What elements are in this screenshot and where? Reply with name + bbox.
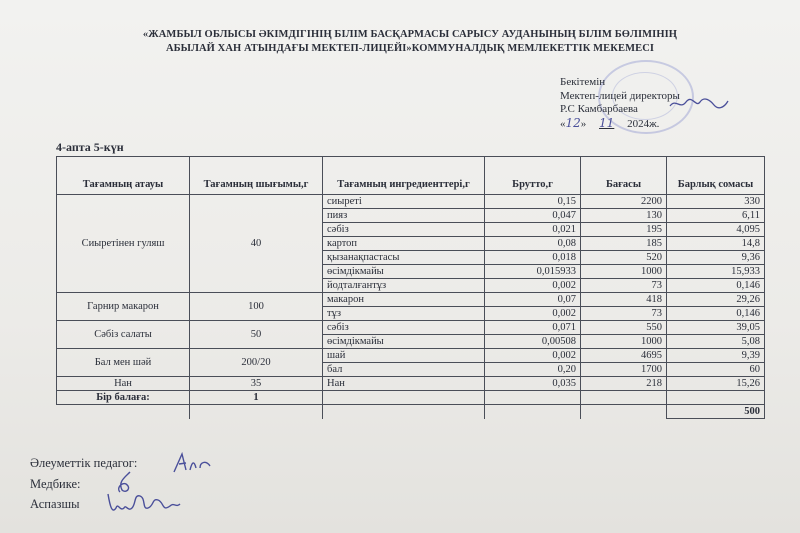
sum: 9,39: [667, 349, 765, 363]
sum: 39,05: [667, 321, 765, 335]
price: 73: [581, 307, 667, 321]
price: 73: [581, 279, 667, 293]
col-price: Бағасы: [581, 157, 667, 195]
brutto: 0,021: [485, 223, 581, 237]
ingredient: пияз: [323, 209, 485, 223]
brutto: 0,20: [485, 363, 581, 377]
ingredient: өсімдікмайы: [323, 265, 485, 279]
sum: 60: [667, 363, 765, 377]
sum: 15,26: [667, 377, 765, 391]
footer-pedagogue: Әлеуметтік педагог:: [30, 456, 138, 470]
header-line-1: «ЖАМБЫЛ ОБЛЫСЫ ӘКІМДІГІНІҢ БІЛІМ БАСҚАРМАСЫ САРЫСУ АУДАНЫНЫҢ БІЛІМ БӨЛІМІНІҢ: [142, 29, 678, 40]
price: 1000: [581, 335, 667, 349]
col-ingredients: Тағамның ингредиенттері,г: [323, 157, 485, 195]
brutto: 0,00508: [485, 335, 581, 349]
dish-name: Сиыретінен гуляш: [57, 195, 190, 293]
date-quote-open: «: [560, 117, 566, 130]
ingredient: Нан: [323, 377, 485, 391]
brutto: 0,071: [485, 321, 581, 335]
sum: 14,8: [667, 237, 765, 251]
header-line-2: АБЫЛАЙ ХАН АТЫНДАҒЫ МЕКТЕП-ЛИЦЕЙІ»КОММУНАЛДЫҚ МЕМЛЕКЕТТІК МЕКЕМЕСІ: [165, 43, 655, 54]
brutto: 0,15: [485, 195, 581, 209]
brutto: 0,047: [485, 209, 581, 223]
brutto: 0,035: [485, 377, 581, 391]
dish-name: Сәбіз салаты: [57, 321, 190, 349]
ingredient: сәбіз: [323, 321, 485, 335]
sum: 4,095: [667, 223, 765, 237]
sum: 9,36: [667, 251, 765, 265]
menu-table: [56, 156, 765, 419]
dish-name: Бал мен шәй: [57, 349, 190, 377]
institution-header: [90, 28, 730, 56]
col-sum: Барлық сомасы: [667, 157, 765, 195]
ingredient: сәбіз: [323, 223, 485, 237]
per-child-row: [57, 391, 765, 405]
dish-yield: 35: [190, 377, 323, 391]
ingredient: өсімдікмайы: [323, 335, 485, 349]
sum: 15,933: [667, 265, 765, 279]
ingredient: картоп: [323, 237, 485, 251]
col-brutto: Брутто,г: [485, 157, 581, 195]
dish-yield: 50: [190, 321, 323, 349]
brutto: 0,07: [485, 293, 581, 307]
col-dish-name: Тағамның атауы: [57, 157, 190, 195]
approval-date: [560, 117, 680, 132]
date-quote-close: »: [580, 117, 587, 130]
price: 1700: [581, 363, 667, 377]
per-child-label: Бір балаға:: [57, 391, 190, 405]
dish-name: Нан: [57, 377, 190, 391]
price: 185: [581, 237, 667, 251]
sum: 6,11: [667, 209, 765, 223]
dish-yield: 100: [190, 293, 323, 321]
price: 2200: [581, 195, 667, 209]
ingredient: қызанақпастасы: [323, 251, 485, 265]
dish-yield: 200/20: [190, 349, 323, 377]
approval-name: Р.С Камбарбаева: [560, 103, 638, 115]
brutto: 0,002: [485, 279, 581, 293]
ingredient: шай: [323, 349, 485, 363]
total-row: [57, 405, 765, 419]
price: 520: [581, 251, 667, 265]
price: 195: [581, 223, 667, 237]
ingredient: сиыреті: [323, 195, 485, 209]
brutto: 0,018: [485, 251, 581, 265]
pedagogue-signature: [170, 448, 214, 476]
approval-title: Бекітемін: [560, 76, 606, 88]
cook-signature: [104, 486, 184, 520]
price: 4695: [581, 349, 667, 363]
date-year: 2024ж.: [627, 117, 660, 130]
price: 550: [581, 321, 667, 335]
brutto: 0,002: [485, 307, 581, 321]
table-row: [57, 293, 765, 307]
dish-name: Гарнир макарон: [57, 293, 190, 321]
sum: 0,146: [667, 307, 765, 321]
table-header-row: [57, 157, 765, 195]
brutto: 0,015933: [485, 265, 581, 279]
ingredient: йодталғантұз: [323, 279, 485, 293]
table-row: [57, 377, 765, 391]
ingredient: макарон: [323, 293, 485, 307]
price: 130: [581, 209, 667, 223]
approval-role: Мектеп-лицей директоры: [560, 89, 680, 102]
price: 1000: [581, 265, 667, 279]
date-month: 11: [599, 115, 615, 130]
price: 218: [581, 377, 667, 391]
table-row: [57, 195, 765, 209]
sum: 0,146: [667, 279, 765, 293]
per-child-value: 1: [190, 391, 323, 405]
sum: 330: [667, 195, 765, 209]
table-row: [57, 321, 765, 335]
table-row: [57, 349, 765, 363]
footer-cook: Аспазшы: [30, 497, 80, 511]
col-yield: Тағамның шығымы,г: [190, 157, 323, 195]
date-day: 12: [565, 115, 581, 130]
brutto: 0,002: [485, 349, 581, 363]
approval-block: [560, 76, 680, 131]
dish-yield: 40: [190, 195, 323, 293]
grand-total: 500: [667, 405, 765, 419]
sum: 5,08: [667, 335, 765, 349]
ingredient: тұз: [323, 307, 485, 321]
footer-nurse: Медбике:: [30, 477, 81, 491]
sum: 29,26: [667, 293, 765, 307]
week-day-label: 4-апта 5-күн: [56, 140, 124, 154]
ingredient: бал: [323, 363, 485, 377]
brutto: 0,08: [485, 237, 581, 251]
price: 418: [581, 293, 667, 307]
